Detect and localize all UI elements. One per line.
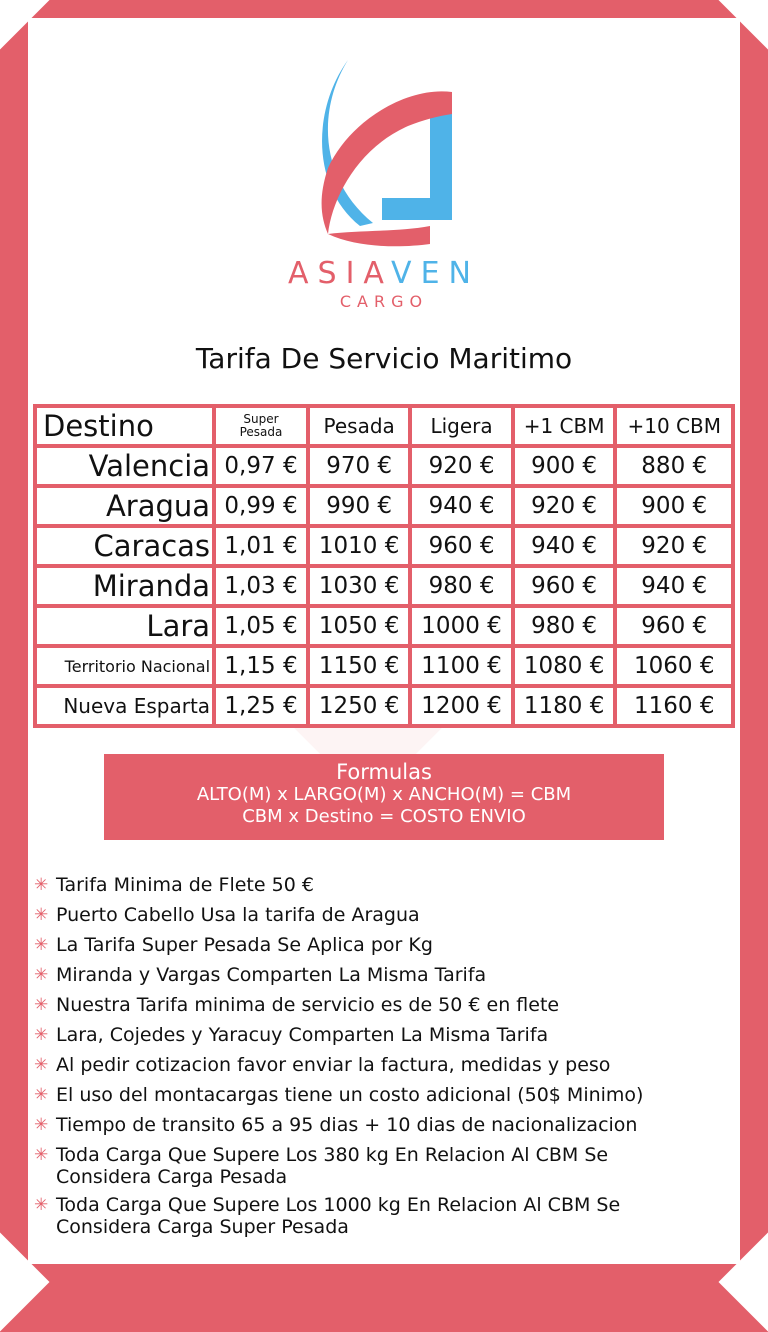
cell-super: 0,97 € [214,446,308,486]
note-text: Tarifa Minima de Flete 50 € [56,874,314,896]
list-item [34,994,738,1016]
asterisk-mark-icon: ✳ [34,995,49,1015]
formula-cost: CBM x Destino = COSTO ENVIO [242,806,526,827]
header-ligera: Ligera [410,406,512,446]
list-item [34,934,738,956]
asterisk-mark-icon: ✳ [34,1025,49,1045]
brand-subtitle: CARGO [339,292,429,311]
cell-cbm1: 960 € [513,566,616,606]
table-row [35,686,733,726]
cell-pesada: 1050 € [308,606,410,646]
cell-cbm1: 900 € [513,446,616,486]
cell-cbm1: 1180 € [513,686,616,726]
asterisk-mark-icon: ✳ [34,935,49,955]
asterisk-mark-icon: ✳ [34,1055,49,1075]
cell-super: 1,01 € [214,526,308,566]
table-row [35,446,733,486]
header-super-pesada [214,406,308,446]
notes-list [34,874,738,1244]
cell-pesada: 970 € [308,446,410,486]
list-item [34,1144,738,1188]
rates-table [33,404,735,728]
table-row [35,646,733,686]
table-row [35,606,733,646]
cell-ligera: 920 € [410,446,512,486]
cell-super: 1,25 € [214,686,308,726]
cell-super: 0,99 € [214,486,308,526]
note-text: Lara, Cojedes y Yaracuy Comparten La Misma Tarifa [56,1024,549,1046]
cell-super: 1,15 € [214,646,308,686]
list-item [34,1194,738,1238]
list-item [34,1054,738,1076]
asterisk-mark-icon: ✳ [34,1145,49,1165]
header-super-line2: Pesada [239,425,283,439]
cell-cbm1: 980 € [513,606,616,646]
row-destino: Lara [35,606,214,646]
formulas-heading: Formulas [336,760,432,784]
row-destino: Nueva Esparta [35,686,214,726]
row-destino: Miranda [35,566,214,606]
table-header-row [35,406,733,446]
cell-ligera: 1100 € [410,646,512,686]
note-text: La Tarifa Super Pesada Se Aplica por Kg [56,934,433,956]
note-text: Nuestra Tarifa minima de servicio es de 50 € en flete [56,994,560,1016]
header-pesada: Pesada [308,406,410,446]
formulas-box [104,754,664,840]
header-destino: Destino [35,406,214,446]
asterisk-mark-icon: ✳ [34,875,49,895]
note-text-cont: Considera Carga Super Pesada [56,1216,349,1238]
table-row [35,486,733,526]
brand-name-ven: VEN [391,256,480,291]
row-destino: Caracas [35,526,214,566]
row-destino: Territorio Nacional [35,646,214,686]
table-row [35,526,733,566]
header-cbm10: +10 CBM [615,406,733,446]
list-item [34,964,738,986]
list-item [34,874,738,896]
cell-super: 1,03 € [214,566,308,606]
note-text: Tiempo de transito 65 a 95 dias + 10 dias de nacionalizacion [56,1114,638,1136]
header-super-line1: Super [243,412,279,426]
row-destino: Aragua [35,486,214,526]
brand-name [28,256,740,291]
cell-pesada: 1010 € [308,526,410,566]
cell-ligera: 1200 € [410,686,512,726]
cell-ligera: 940 € [410,486,512,526]
cell-cbm1: 920 € [513,486,616,526]
formula-cbm: ALTO(M) x LARGO(M) x ANCHO(M) = CBM [196,784,572,805]
cell-cbm10: 1160 € [615,686,733,726]
cell-cbm10: 960 € [615,606,733,646]
cell-pesada: 990 € [308,486,410,526]
cell-ligera: 1000 € [410,606,512,646]
asterisk-mark-icon: ✳ [34,1115,49,1135]
brand-name-asia: ASIA [288,256,392,291]
asterisk-mark-icon: ✳ [34,1195,49,1215]
asterisk-mark-icon: ✳ [34,965,49,985]
row-destino: Valencia [35,446,214,486]
cell-ligera: 960 € [410,526,512,566]
cell-pesada: 1030 € [308,566,410,606]
table-row [35,566,733,606]
header-cbm1: +1 CBM [513,406,616,446]
note-text-cont: Considera Carga Pesada [56,1166,288,1188]
note-text: Puerto Cabello Usa la tarifa de Aragua [56,904,420,926]
page-title: Tarifa De Servicio Maritimo [195,342,573,375]
note-text: Miranda y Vargas Comparten La Misma Tarifa [56,964,487,986]
note-text: Toda Carga Que Supere Los 1000 kg En Relacion Al CBM Se [56,1194,621,1216]
flyer-card [28,18,740,1264]
note-text: Al pedir cotizacion favor enviar la factura, medidas y peso [56,1054,611,1076]
note-text: El uso del montacargas tiene un costo adicional (50$ Minimo) [56,1084,644,1106]
note-text: Toda Carga Que Supere Los 380 kg En Relacion Al CBM Se [56,1144,609,1166]
cell-pesada: 1250 € [308,686,410,726]
cell-cbm1: 1080 € [513,646,616,686]
cell-pesada: 1150 € [308,646,410,686]
list-item [34,1084,738,1106]
cell-cbm1: 940 € [513,526,616,566]
cell-cbm10: 900 € [615,486,733,526]
asterisk-mark-icon: ✳ [34,1085,49,1105]
cell-cbm10: 940 € [615,566,733,606]
cell-cbm10: 920 € [615,526,733,566]
asterisk-mark-icon: ✳ [34,905,49,925]
list-item [34,904,738,926]
cell-cbm10: 1060 € [615,646,733,686]
list-item [34,1024,738,1046]
list-item [34,1114,738,1136]
cell-super: 1,05 € [214,606,308,646]
cell-cbm10: 880 € [615,446,733,486]
cell-ligera: 980 € [410,566,512,606]
